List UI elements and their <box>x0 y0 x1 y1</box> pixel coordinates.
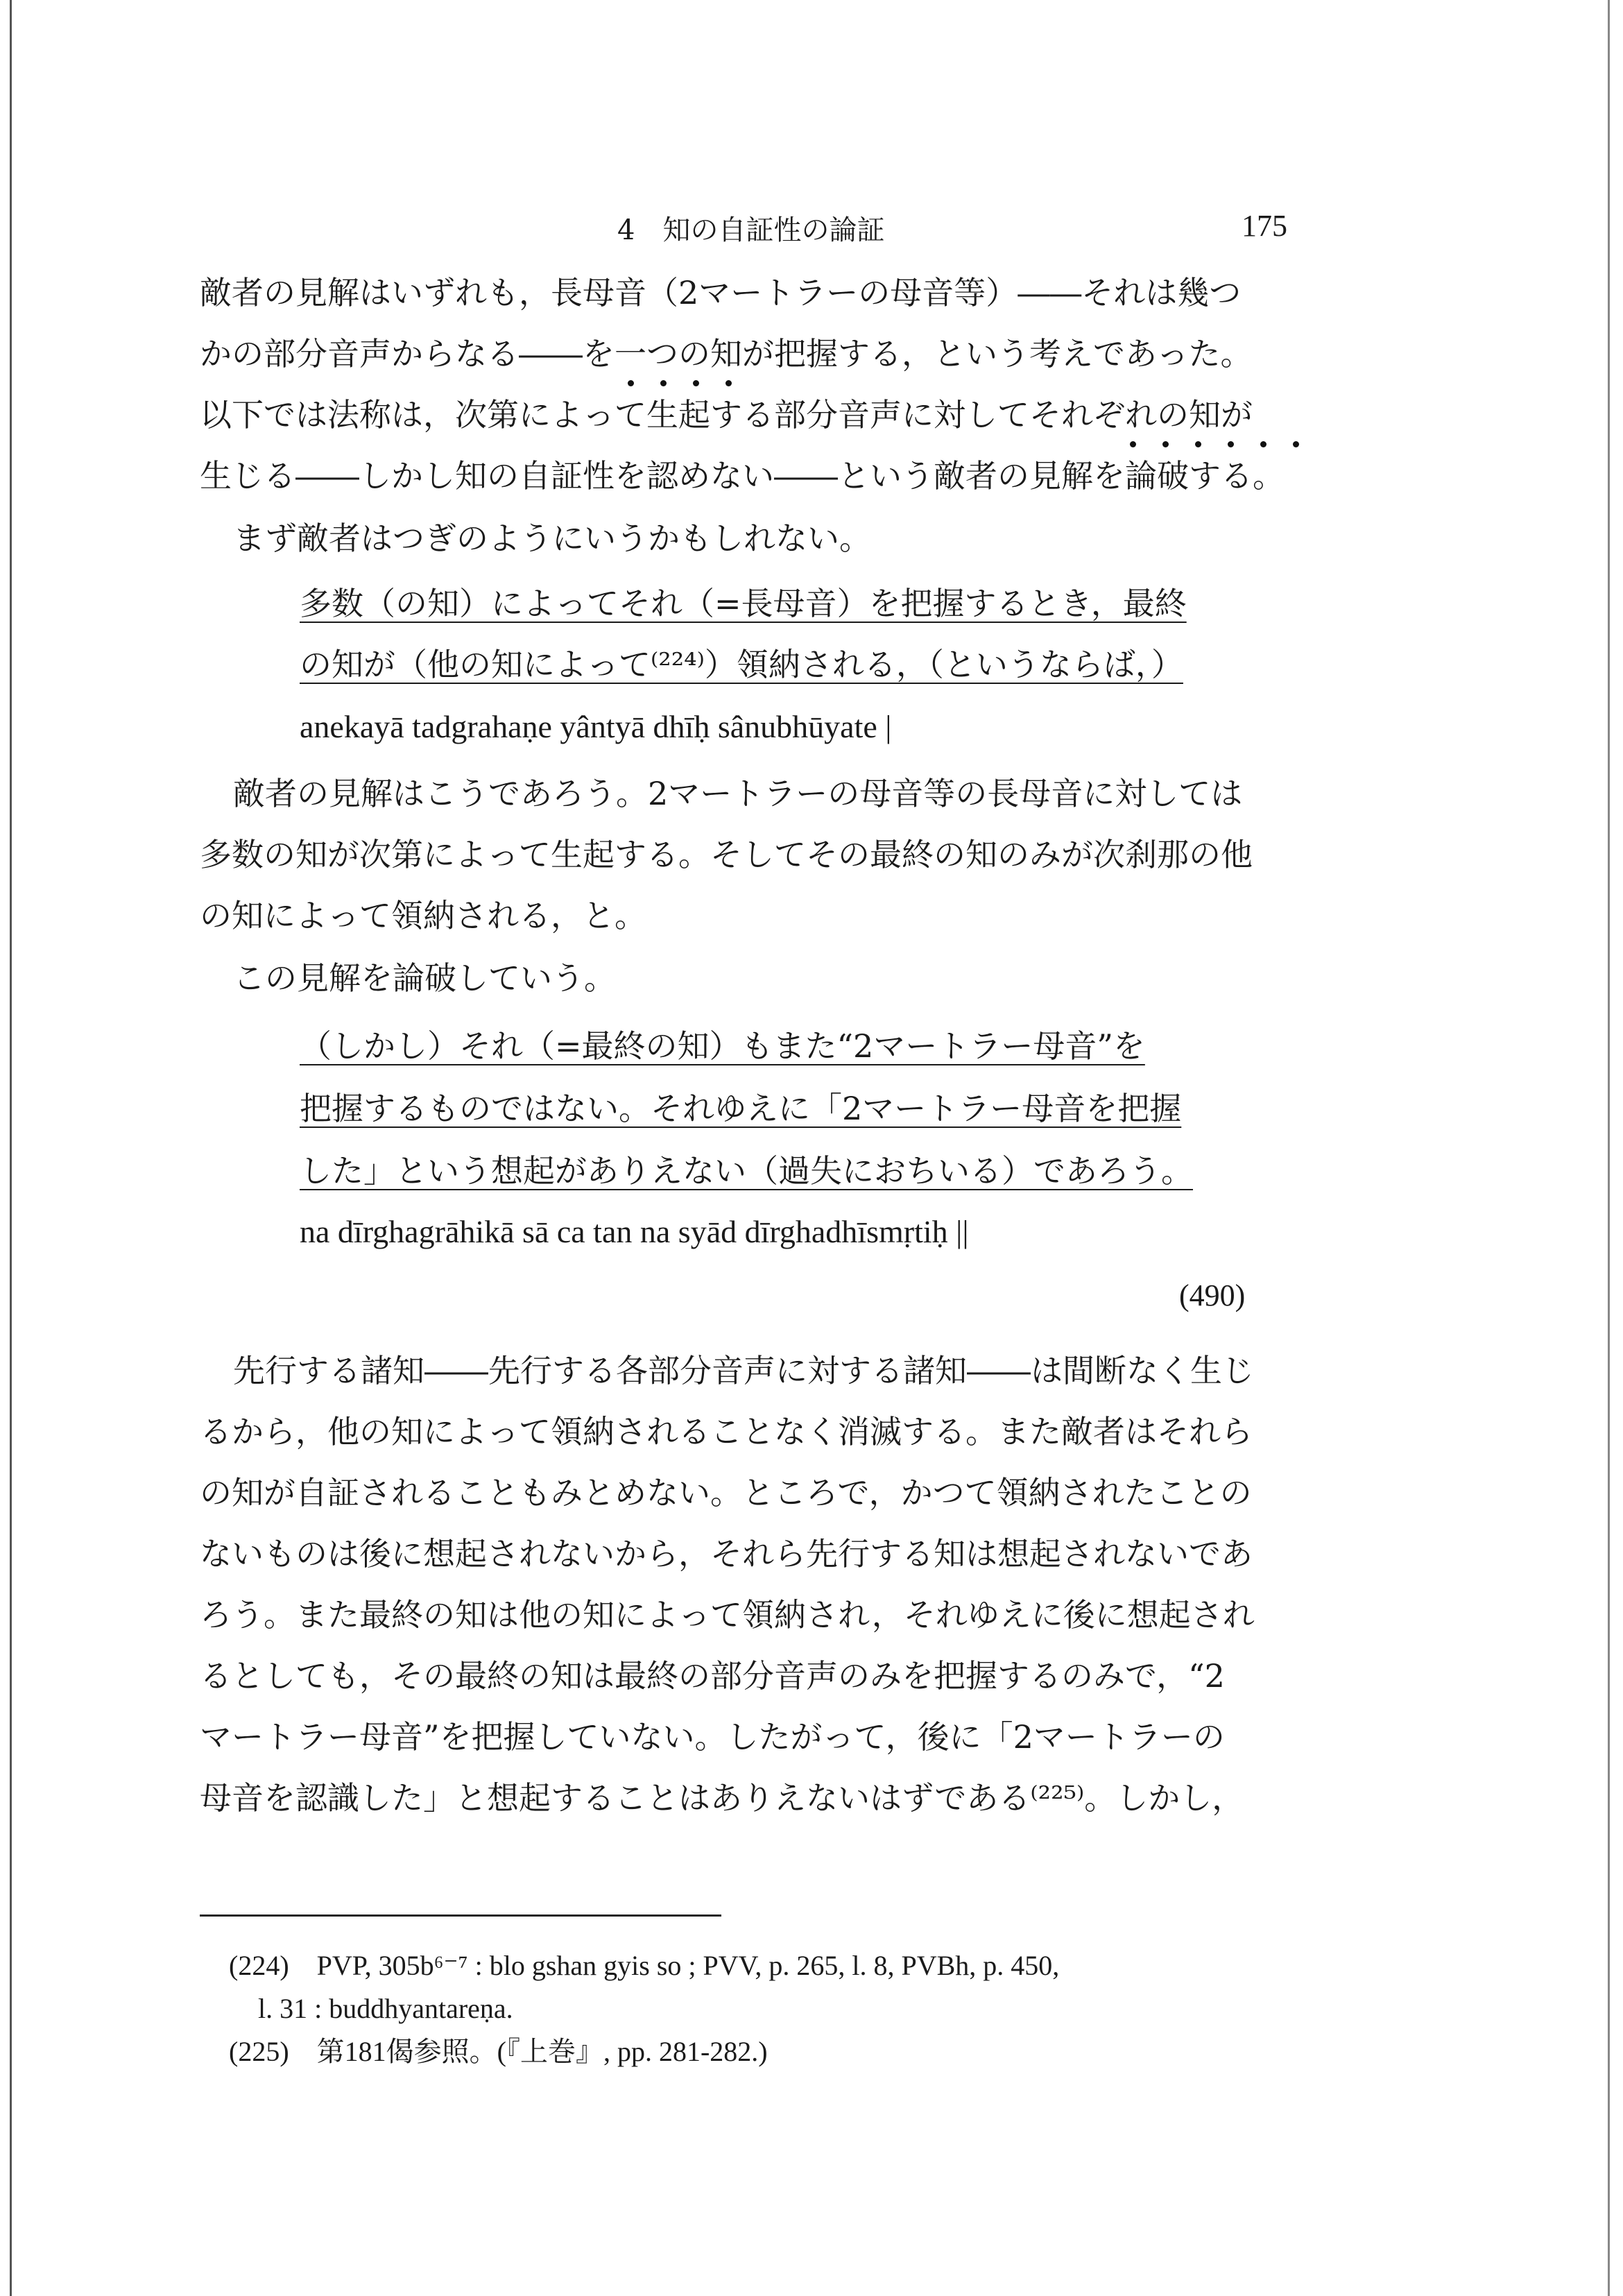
page-header <box>0 208 1623 250</box>
body-line: ないものは後に想起されないから，それら先行する知は想起されないであ <box>200 1535 1253 1573</box>
body-line: まず敵者はつぎのようにいうかもしれない。 <box>233 520 871 557</box>
emphasis-dot <box>660 380 667 386</box>
body-line: 敵者の見解はいずれも，長母音（2マートラーの母音等）――それは幾つ <box>200 274 1242 311</box>
verse-line: の知が（他の知によって⁽²²⁴⁾）領納される，（というならば，） <box>300 646 1183 683</box>
emphasis-dot <box>1260 441 1266 447</box>
emphasis-dot <box>693 380 699 386</box>
body-line: かの部分音声からなる――を一つの知が把握する，という考えであった。 <box>200 335 1253 372</box>
body-line: 先行する諸知――先行する各部分音声に対する諸知――は間断なく生じ <box>233 1352 1254 1389</box>
body-line: ろう。また最終の知は他の知によって領納され，それゆえに後に想起され <box>200 1596 1255 1634</box>
page-number: 175 <box>1242 209 1287 243</box>
emphasis-dot <box>725 380 732 386</box>
running-head: 4 知の自証性の論証 <box>617 214 885 246</box>
body-line: 多数の知が次第によって生起する。そしてその最終の知のみが次刹那の他 <box>200 836 1253 873</box>
emphasis-dot <box>1293 441 1299 447</box>
left-scan-edge <box>10 0 12 2296</box>
body-line: 母音を認識した」と想起することはありえないはずである⁽²²⁵⁾。しかし， <box>200 1779 1244 1817</box>
emphasis-dot <box>1195 441 1201 447</box>
footnote-continuation: l. 31 : buddhyantareṇa. <box>258 1993 513 2024</box>
body-line: るとしても，その最終の知は最終の部分音声のみを把握するのみで，“2 <box>200 1657 1225 1695</box>
verse-line: （しかし）それ（=最終の知）もまた“2マートラー母音”を <box>300 1027 1145 1065</box>
emphasis-dot <box>628 380 634 386</box>
body-line: マートラー母音”を把握していない。したがって，後に「2マートラーの <box>200 1718 1225 1756</box>
footnote: (225) 第181偈参照。(『上巻』, pp. 281-282.) <box>229 2036 768 2067</box>
verse-line: 多数（の知）によってそれ（=長母音）を把握するとき，最終 <box>300 585 1187 622</box>
footnote: (224) PVP, 305b⁶⁻⁷ : blo gshan gyis so ; PVV, p. 265, l. 8, PVBh, p. 450, <box>229 1950 1060 1981</box>
emphasis-dot <box>1162 441 1169 447</box>
right-scan-edge <box>1608 0 1610 2296</box>
body-line: 以下では法称は，次第によって生起する部分音声に対してそれぞれの知が <box>200 396 1253 434</box>
footnote-divider <box>200 1914 721 1917</box>
verse-sanskrit: anekayā tadgrahaṇe yântyā dhīḥ sânubhūyate | <box>300 709 892 744</box>
body-line: 敵者の見解はこうであろう。2マートラーの母音等の長母音に対しては <box>233 775 1243 812</box>
body-line: の知によって領納される，と。 <box>200 897 646 934</box>
emphasis-dot <box>1228 441 1234 447</box>
verse-sanskrit: na dīrghagrāhikā sā ca tan na syād dīrghadhīsmṛtiḥ || <box>300 1214 969 1249</box>
verse-line: 把握するものではない。それゆえに「2マートラー母音を把握 <box>300 1090 1182 1127</box>
body-line: るから，他の知によって領納されることなく消滅する。また敵者はそれら <box>200 1413 1253 1450</box>
body-line: この見解を論破していう。 <box>233 959 616 997</box>
body-line: の知が自証されることもみとめない。ところで，かつて領納されたことの <box>200 1474 1252 1511</box>
verse-line: した」という想起がありえない（過失におちいる）であろう。 <box>300 1152 1193 1190</box>
body-line: 生じる――しかし知の自証性を認めない――という敵者の見解を論破する。 <box>200 457 1285 495</box>
emphasis-dot <box>1130 441 1136 447</box>
verse-number: (490) <box>1179 1278 1246 1312</box>
